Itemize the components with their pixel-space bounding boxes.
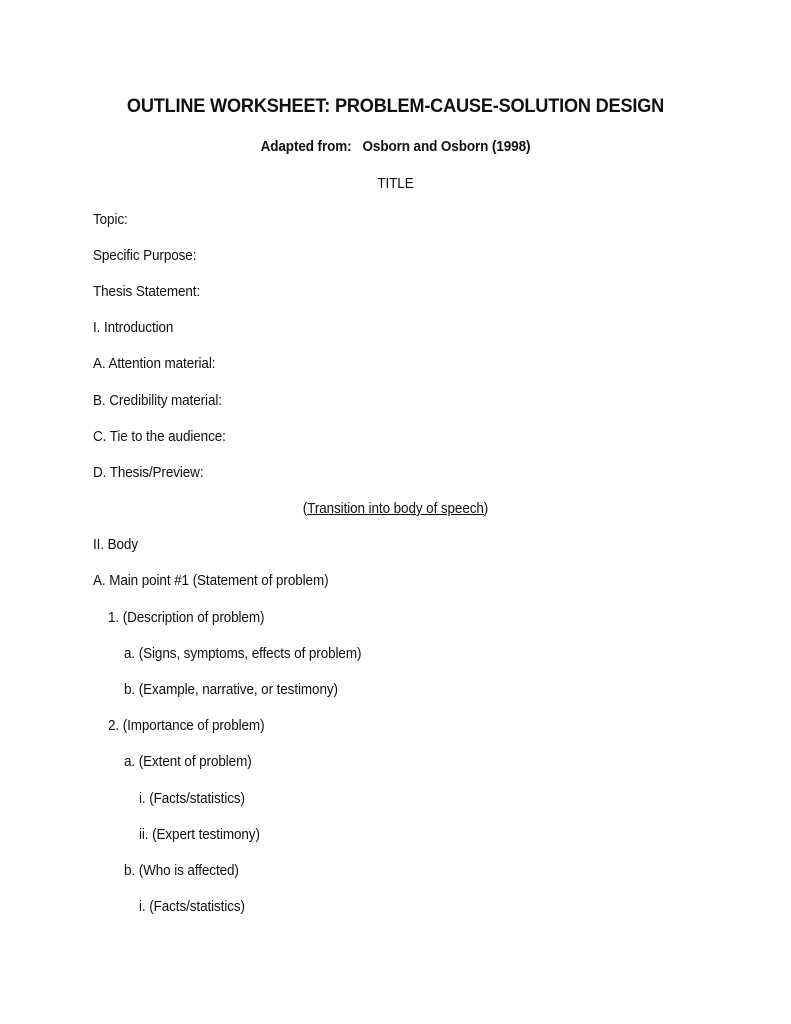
intro-item-tie-audience: C. Tie to the audience: <box>93 429 226 445</box>
intro-item-attention: A. Attention material: <box>93 356 216 372</box>
sub-point-2a-i: i. (Facts/statistics) <box>139 791 245 807</box>
thesis-statement-field: Thesis Statement: <box>93 284 201 300</box>
sub-point-2a-ii: ii. (Expert testimony) <box>139 827 260 843</box>
intro-item-credibility: B. Credibility material: <box>93 393 222 409</box>
body-heading: II. Body <box>93 537 138 553</box>
transition-open-paren: ( <box>302 501 308 517</box>
transition-close-paren: ) <box>483 501 489 517</box>
document-title: OUTLINE WORKSHEET: PROBLEM-CAUSE-SOLUTION DESIGN <box>126 95 665 117</box>
sub-point-1b: b. (Example, narrative, or testimony) <box>124 682 338 698</box>
topic-field: Topic: <box>93 212 128 228</box>
adapted-source: Osborn and Osborn (1998) <box>362 139 531 155</box>
subtitle: TITLE <box>377 176 414 192</box>
transition-line <box>28 500 764 518</box>
introduction-heading: I. Introduction <box>93 320 174 336</box>
adapted-from-line <box>28 138 764 156</box>
main-point-1: A. Main point #1 (Statement of problem) <box>93 573 329 589</box>
sub-point-2a: a. (Extent of problem) <box>124 754 252 770</box>
sub-point-2: 2. (Importance of problem) <box>108 718 265 734</box>
specific-purpose-field: Specific Purpose: <box>93 248 197 264</box>
sub-point-2b-i: i. (Facts/statistics) <box>139 899 245 915</box>
sub-point-2b: b. (Who is affected) <box>124 863 239 879</box>
sub-point-1a: a. (Signs, symptoms, effects of problem) <box>124 646 362 662</box>
adapted-label: Adapted from: <box>260 139 352 155</box>
intro-item-thesis-preview: D. Thesis/Preview: <box>93 465 204 481</box>
sub-point-1: 1. (Description of problem) <box>108 610 265 626</box>
transition-text: Transition into body of speech <box>307 501 484 517</box>
